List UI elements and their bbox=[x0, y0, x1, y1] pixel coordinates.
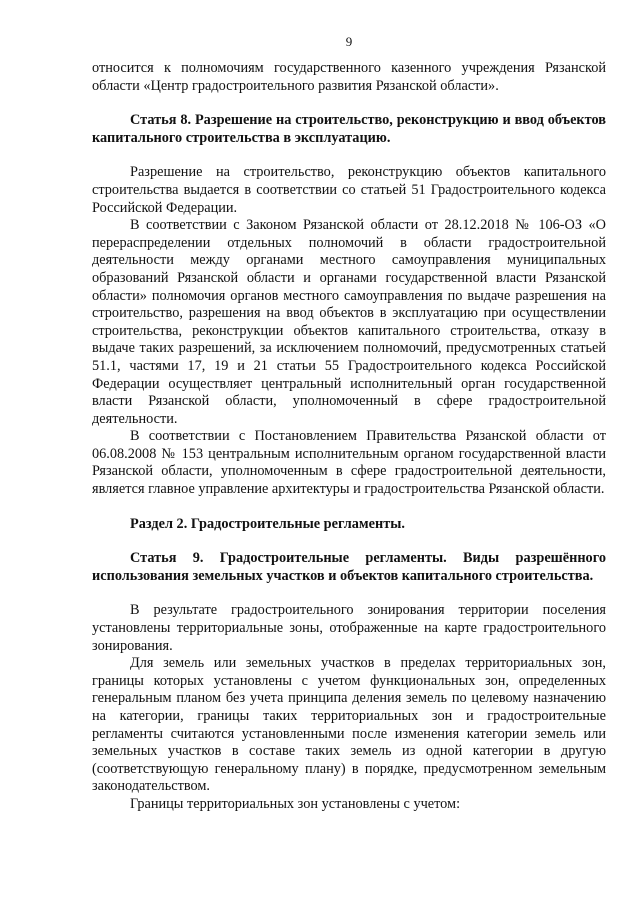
article-8-paragraph-3: В соответствии с Постановлением Правительства Рязанской области от 06.08.2008 № 153 центральным исполнительным органом государственной власти Рязанской области, уполномоченным в сфере градостроительной деятельности, является главное управление архитектуры и градостроительства Рязанской области. bbox=[92, 428, 606, 498]
article-9-paragraph-2: Для земель или земельных участков в пределах территориальных зон, границы которых установлены с учетом функциональных зон, определенных генеральным планом без учета принципа деления земель по целевому назначению на категории, границы таких территориальных зон и градостроительные регламенты считаются установленными после изменения категории земель или земельных участков в составе таких земель из одной категории в другую (соответствующую генеральному плану) в порядке, предусмотренном земельным законодательством. bbox=[92, 655, 606, 795]
article-8-paragraph-2: В соответствии с Законом Рязанской области от 28.12.2018 № 106-ОЗ «О перераспределении отдельных полномочий в области градостроительной деятельности между органами местного самоуправления муниципальных образований Рязанской области и органами государственной власти Рязанской области» полномочия органов местного самоуправления по выдаче разрешения на строительство, разрешения на ввод объектов в эксплуатацию при осуществлении строительства, реконструкции объектов капитального строительства, отказу в выдаче таких разрешений, за исключением полномочий, предусмотренных статьей 51.1, частями 17, 19 и 21 статьи 55 Градостроительного кодекса Российской Федерации осуществляет центральный исполнительный орган государственной власти Рязанской области, уполномоченный в сфере градостроительной деятельности. bbox=[92, 217, 606, 427]
article-8-heading: Статья 8. Разрешение на строительство, реконструкцию и ввод объектов капитального строительства в эксплуатацию. bbox=[92, 112, 606, 146]
article-9-paragraph-3: Границы территориальных зон установлены с учетом: bbox=[130, 795, 461, 812]
article-9-paragraph-1: В результате градостроительного зонирования территории поселения установлены территориальные зоны, отображенные на карте градостроительного зонирования. bbox=[92, 602, 606, 654]
section-2-heading: Раздел 2. Градостроительные регламенты. bbox=[130, 515, 405, 532]
page-number: 9 bbox=[345, 34, 353, 49]
paragraph-continuation: относится к полномочиям государственного казенного учреждения Рязанской области «Центр градостроительного развития Рязанской области». bbox=[92, 60, 606, 94]
article-8-paragraph-1: Разрешение на строительство, реконструкцию объектов капитального строительства выдается в соответствии со статьей 51 Градостроительного кодекса Российской Федерации. bbox=[92, 164, 606, 216]
document-body bbox=[92, 60, 606, 814]
article-9-heading: Статья 9. Градостроительные регламенты. Виды разрешённого использования земельных участков и объектов капитального строительства. bbox=[92, 550, 606, 584]
